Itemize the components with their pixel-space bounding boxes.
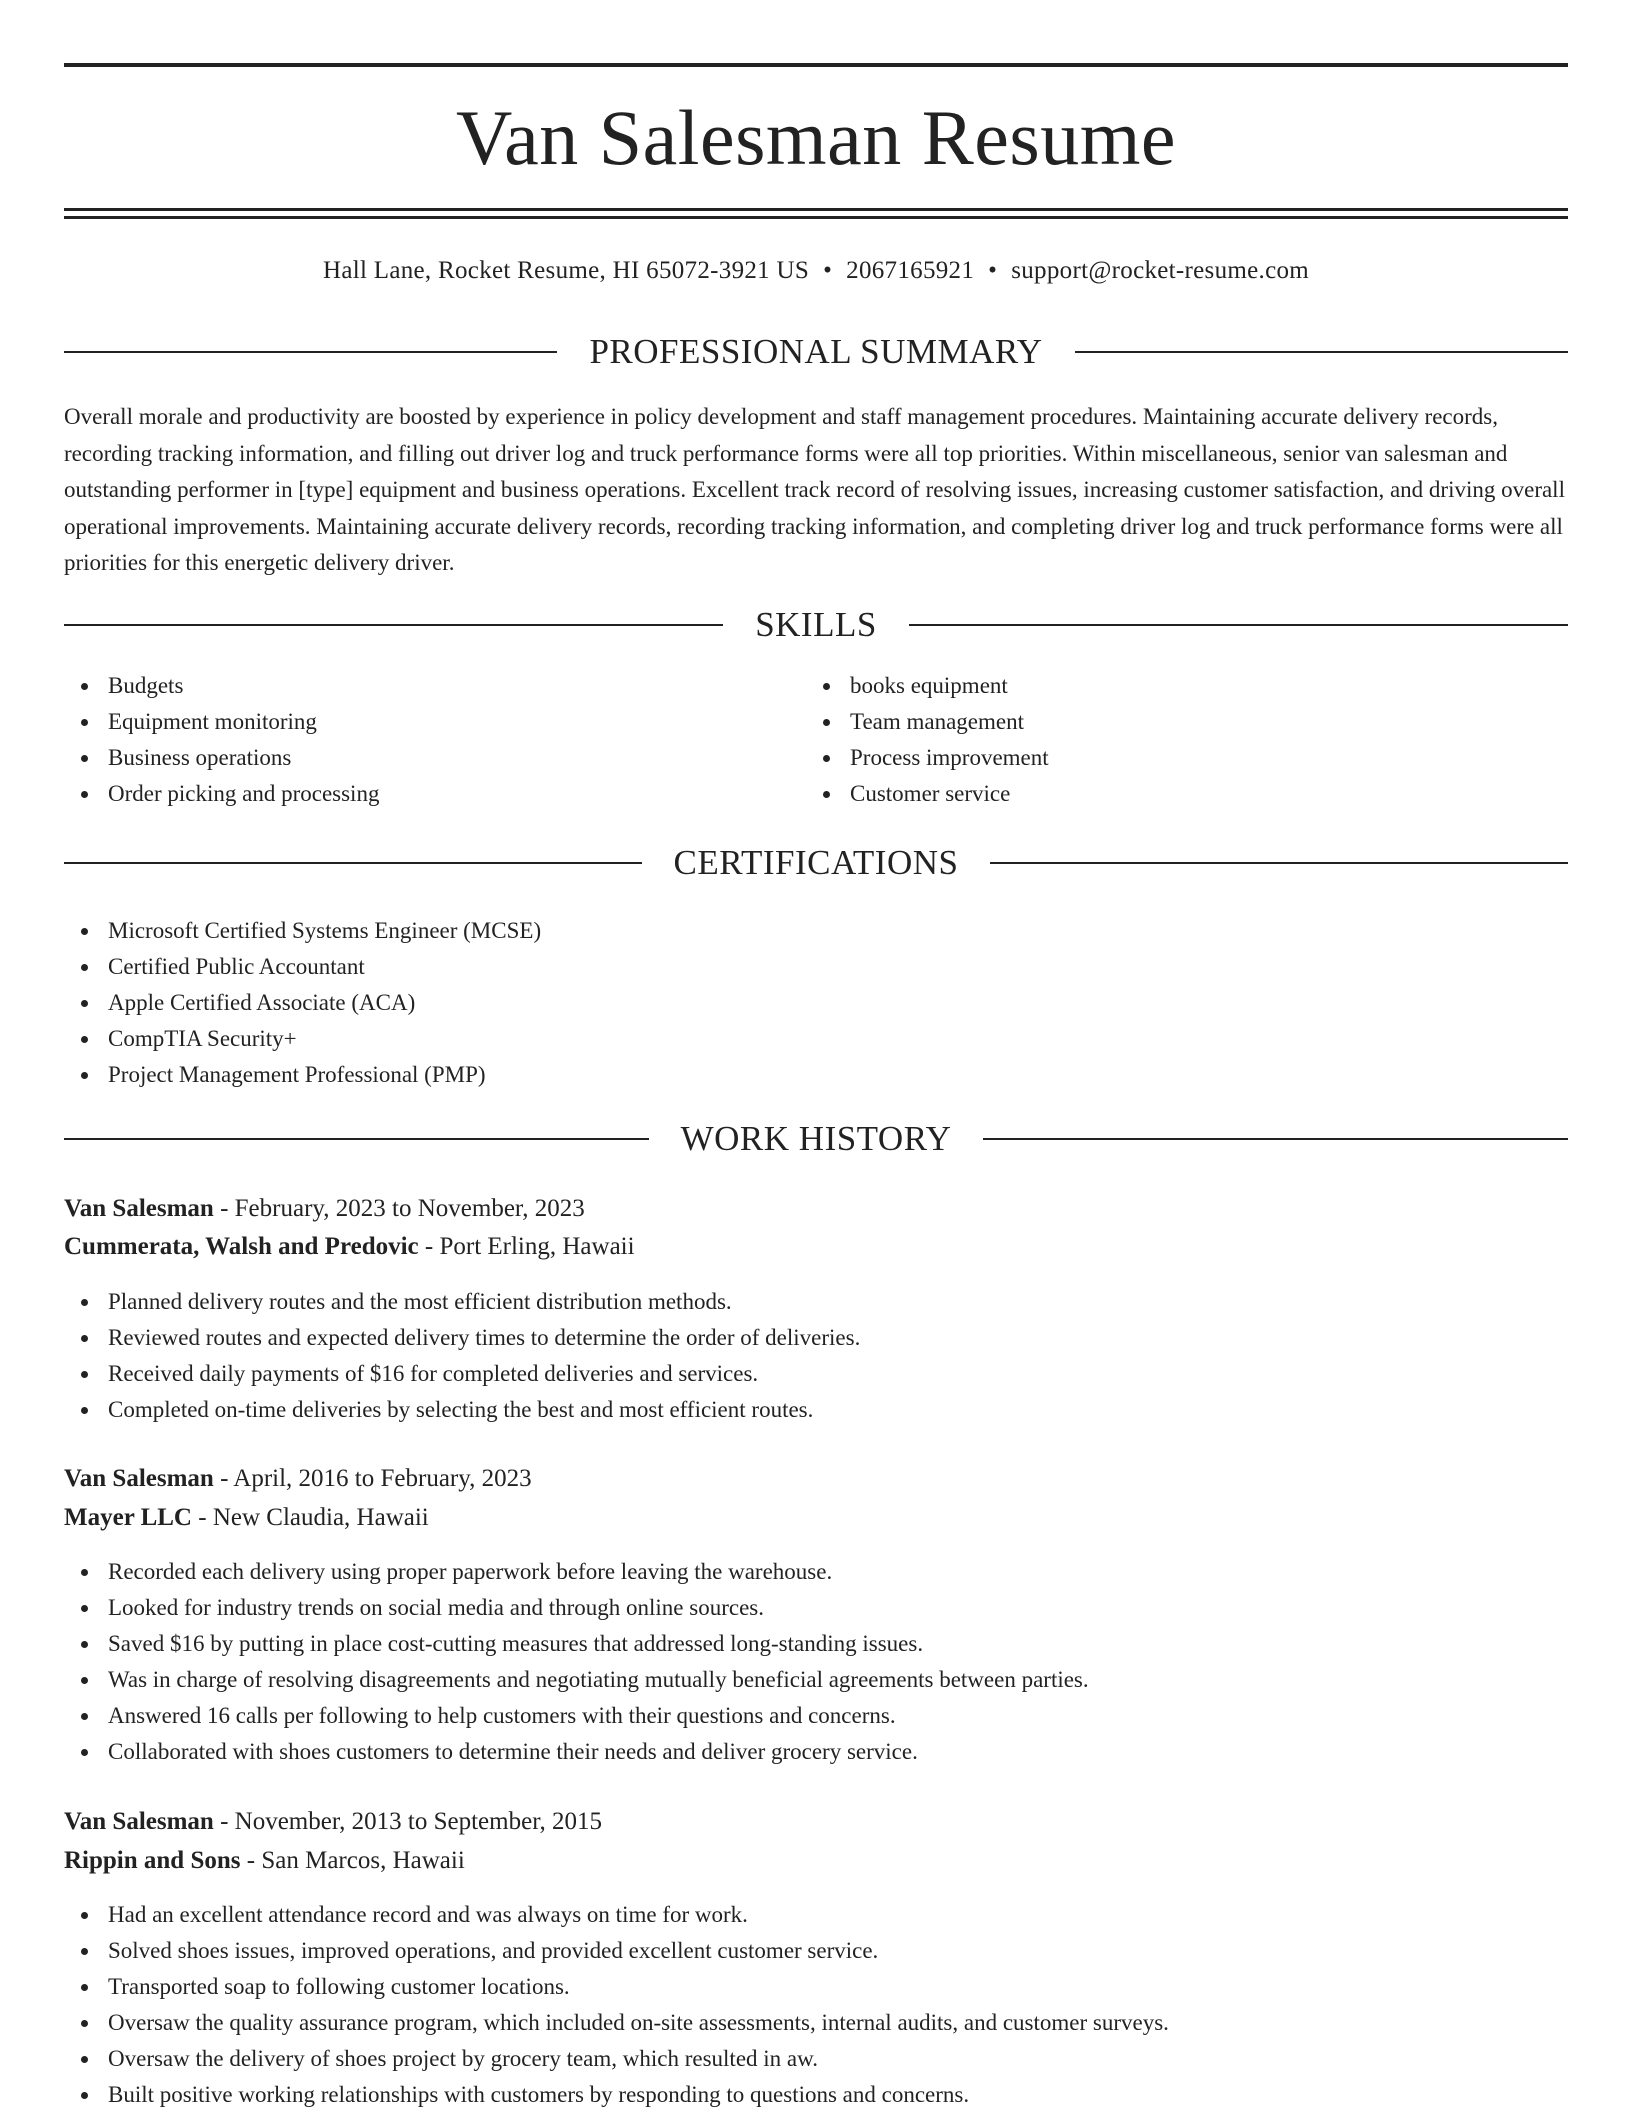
job-bullet: Reviewed routes and expected delivery times to determine the order of deliveries. <box>64 1320 860 1356</box>
certifications-list <box>64 913 541 1093</box>
title-rule-upper <box>64 208 1568 211</box>
contact-email: support@rocket-resume.com <box>1011 257 1310 284</box>
skill-item: Budgets <box>64 668 379 704</box>
job-title-line <box>64 1804 602 1840</box>
job-bullet: Had an excellent attendance record and was always on time for work. <box>64 1897 1169 1933</box>
job-bullet: Saved $16 by putting in place cost-cutting measures that addressed long-standing issues. <box>64 1626 1089 1662</box>
skill-item: Business operations <box>64 740 379 776</box>
job-location: - New Claudia, Hawaii <box>192 1504 429 1531</box>
job-bullets <box>64 1897 1169 2113</box>
section-heading-certifications <box>64 841 1568 885</box>
contact-phone: 2067165921 <box>846 257 975 284</box>
job-location: - San Marcos, Hawaii <box>240 1847 465 1874</box>
heading-rule <box>64 1138 649 1140</box>
job-title: Van Salesman <box>64 1195 214 1222</box>
heading-rule <box>909 624 1568 626</box>
job-bullet: Oversaw the quality assurance program, which included on-site assessments, internal audits, and customer surveys. <box>64 2005 1169 2041</box>
heading-rule <box>983 1138 1568 1140</box>
job-dates: - November, 2013 to September, 2015 <box>213 1808 603 1835</box>
job-bullet: Oversaw the delivery of shoes project by grocery team, which resulted in aw. <box>64 2041 1169 2077</box>
section-heading-skills <box>64 603 1568 647</box>
job-location: - Port Erling, Hawaii <box>418 1233 635 1260</box>
job-title: Van Salesman <box>64 1808 214 1835</box>
job-company-line <box>64 1843 465 1879</box>
job-dates: - February, 2023 to November, 2023 <box>213 1195 585 1222</box>
summary-text: Overall morale and productivity are boosted by experience in policy development and staff management procedures. Maintaining accurate delivery records, recording tracking information, and filling out driver log and truck performance forms were all top priorities. Within miscellaneous, senior van salesman and outstanding performer in [type] equipment and business operations. Excellent track record of resolving issues, increasing customer satisfaction, and driving overall operational improvements. Maintaining accurate delivery records, recording tracking information, and completing driver log and truck performance forms were all priorities for this energetic delivery driver. <box>64 404 1565 575</box>
contact-address: Hall Lane, Rocket Resume, HI 65072-3921 US <box>322 257 810 284</box>
section-title: PROFESSIONAL SUMMARY <box>589 332 1043 371</box>
job-company: Cummerata, Walsh and Predovic <box>64 1233 419 1260</box>
job-bullet: Answered 16 calls per following to help customers with their questions and concerns. <box>64 1698 1089 1734</box>
page-title: Van Salesman Resume <box>455 94 1177 181</box>
skills-list-right <box>806 668 1049 812</box>
job-bullets <box>64 1554 1089 1770</box>
skill-item: Team management <box>806 704 1049 740</box>
certification-item: Apple Certified Associate (ACA) <box>64 985 541 1021</box>
heading-rule <box>1075 351 1568 353</box>
job-bullet: Collaborated with shoes customers to determine their needs and deliver grocery service. <box>64 1734 1089 1770</box>
job-title: Van Salesman <box>64 1465 214 1492</box>
skill-item: Equipment monitoring <box>64 704 379 740</box>
job-bullet: Recorded each delivery using proper paperwork before leaving the warehouse. <box>64 1554 1089 1590</box>
job-company: Mayer LLC <box>64 1504 192 1531</box>
contact-separator: • <box>988 257 998 284</box>
job-bullet: Was in charge of resolving disagreements and negotiating mutually beneficial agreements between parties. <box>64 1662 1089 1698</box>
certification-item: CompTIA Security+ <box>64 1021 541 1057</box>
contact-line <box>64 254 1568 288</box>
job-title-line <box>64 1191 585 1227</box>
certification-item: Certified Public Accountant <box>64 949 541 985</box>
certification-item: Microsoft Certified Systems Engineer (MCSE) <box>64 913 541 949</box>
skill-item: books equipment <box>806 668 1049 704</box>
heading-rule <box>64 351 557 353</box>
job-bullet: Received daily payments of $16 for completed deliveries and services. <box>64 1356 860 1392</box>
contact-separator: • <box>823 257 833 284</box>
job-company-line <box>64 1500 429 1536</box>
job-company: Rippin and Sons <box>64 1847 241 1874</box>
job-bullet: Completed on-time deliveries by selecting the best and most efficient routes. <box>64 1392 860 1428</box>
section-title: CERTIFICATIONS <box>673 843 959 882</box>
section-heading-summary <box>64 330 1568 374</box>
skill-item: Order picking and processing <box>64 776 379 812</box>
job-bullet: Looked for industry trends on social media and through online sources. <box>64 1590 1089 1626</box>
section-heading-work-history <box>64 1117 1568 1161</box>
top-rule <box>64 63 1568 67</box>
skills-list-left <box>64 668 379 812</box>
job-bullet: Built positive working relationships with customers by responding to questions and concerns. <box>64 2077 1169 2113</box>
section-title: SKILLS <box>755 605 877 644</box>
skill-item: Customer service <box>806 776 1049 812</box>
job-bullets <box>64 1284 860 1428</box>
title-rule-lower <box>64 216 1568 219</box>
job-bullet: Solved shoes issues, improved operations, and provided excellent customer service. <box>64 1933 1169 1969</box>
job-dates: - April, 2016 to February, 2023 <box>213 1465 532 1492</box>
job-bullet: Transported soap to following customer locations. <box>64 1969 1169 2005</box>
job-company-line <box>64 1229 635 1265</box>
job-bullet: Planned delivery routes and the most efficient distribution methods. <box>64 1284 860 1320</box>
heading-rule <box>64 624 723 626</box>
heading-rule <box>64 862 642 864</box>
job-title-line <box>64 1461 532 1497</box>
section-title: WORK HISTORY <box>680 1119 952 1158</box>
skill-item: Process improvement <box>806 740 1049 776</box>
certification-item: Project Management Professional (PMP) <box>64 1057 541 1093</box>
heading-rule <box>990 862 1568 864</box>
